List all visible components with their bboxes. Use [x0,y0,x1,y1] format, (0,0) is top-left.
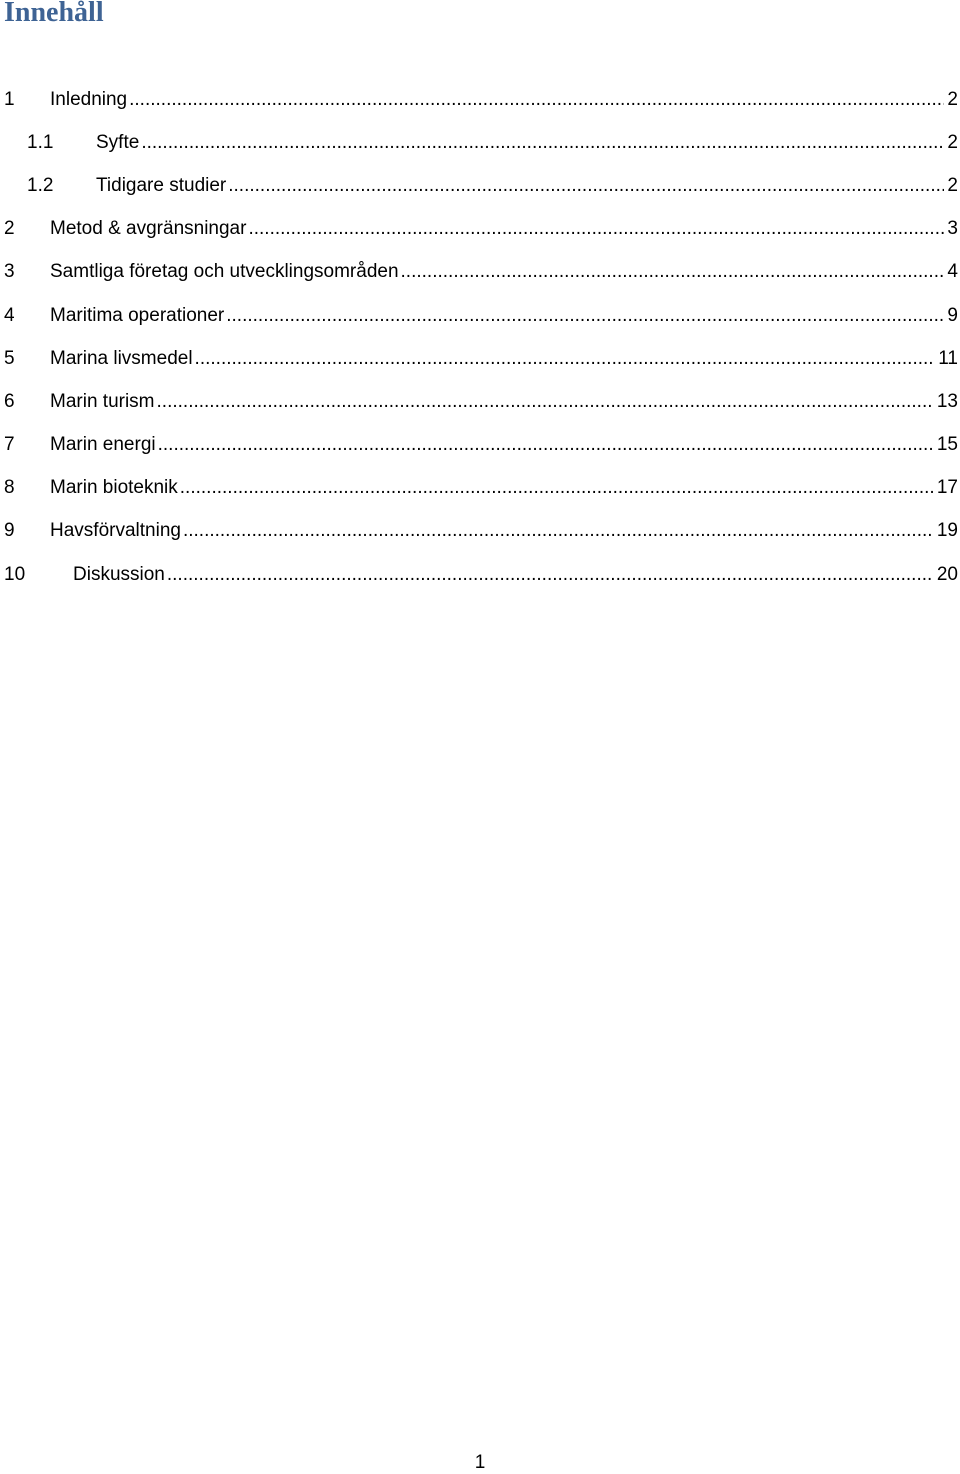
toc-entry[interactable] [0,208,960,251]
toc-dot-leader [226,305,944,327]
toc-dot-leader [158,434,934,456]
toc-entry[interactable] [0,337,960,380]
toc-entry-page[interactable]: 2 [947,131,958,153]
toc-entry[interactable] [0,121,960,164]
toc-entry-title[interactable]: Marin turism [50,390,155,412]
toc-entry[interactable] [0,424,960,467]
toc-entry-number: 3 [4,261,15,283]
toc-entry-number: 7 [4,434,15,456]
toc-dot-leader [401,261,945,283]
toc-dot-leader [141,132,944,154]
toc-entry-title[interactable]: Havsförvaltning [50,520,181,542]
toc-entry-title[interactable]: Inledning [50,88,128,110]
toc-entry[interactable] [0,467,960,510]
toc-entry-page[interactable]: 15 [936,434,958,456]
toc-entry-title[interactable]: Marin energi [50,434,156,456]
toc-entry-page[interactable]: 13 [936,390,958,412]
toc-entry-title[interactable]: Tidigare studier [96,174,227,196]
toc-entry[interactable] [0,294,960,337]
toc-entry-page[interactable]: 2 [947,174,958,196]
toc-entry-page[interactable]: 4 [947,261,958,283]
table-of-contents [0,78,960,596]
toc-entry-page[interactable]: 2 [947,88,958,110]
toc-entry[interactable] [0,553,960,596]
toc-entry-page[interactable]: 19 [936,520,958,542]
toc-entry-page[interactable]: 17 [936,477,958,499]
toc-entry-number: 9 [4,520,15,542]
toc-entry-page[interactable]: 9 [947,304,958,326]
toc-entry[interactable] [0,164,960,207]
toc-entry-number: 1 [4,88,15,110]
toc-dot-leader [195,348,936,370]
toc-entry-number: 1.2 [27,174,54,196]
toc-entry-number: 2 [4,218,15,240]
toc-entry[interactable] [0,510,960,553]
toc-entry-title[interactable]: Samtliga företag och utvecklingsområden [50,261,399,283]
toc-entry-page[interactable]: 11 [938,347,958,369]
toc-heading: Innehåll [4,0,104,28]
toc-dot-leader [180,477,934,499]
toc-entry-number: 8 [4,477,15,499]
toc-entry-number: 5 [4,347,15,369]
toc-entry-page[interactable]: 20 [936,563,958,585]
toc-entry-page[interactable]: 3 [947,218,958,240]
toc-dot-leader [167,564,934,586]
toc-dot-leader [228,175,944,197]
toc-entry-title[interactable]: Diskussion [73,563,165,585]
toc-entry[interactable] [0,380,960,423]
toc-entry-number: 1.1 [27,131,54,153]
page-number: 1 [474,1452,486,1473]
toc-entry-title[interactable]: Marina livsmedel [50,347,193,369]
toc-entry-title[interactable]: Syfte [96,131,140,153]
toc-entry[interactable] [0,78,960,121]
toc-dot-leader [248,218,944,240]
toc-entry-title[interactable]: Maritima operationer [50,304,225,326]
toc-dot-leader [129,89,944,111]
toc-entry[interactable] [0,251,960,294]
toc-dot-leader [183,520,934,542]
toc-entry-number: 6 [4,390,15,412]
toc-entry-title[interactable]: Marin bioteknik [50,477,178,499]
toc-dot-leader [157,391,934,413]
toc-entry-number: 4 [4,304,15,326]
toc-entry-title[interactable]: Metod & avgränsningar [50,218,247,240]
toc-entry-number: 10 [4,563,26,585]
